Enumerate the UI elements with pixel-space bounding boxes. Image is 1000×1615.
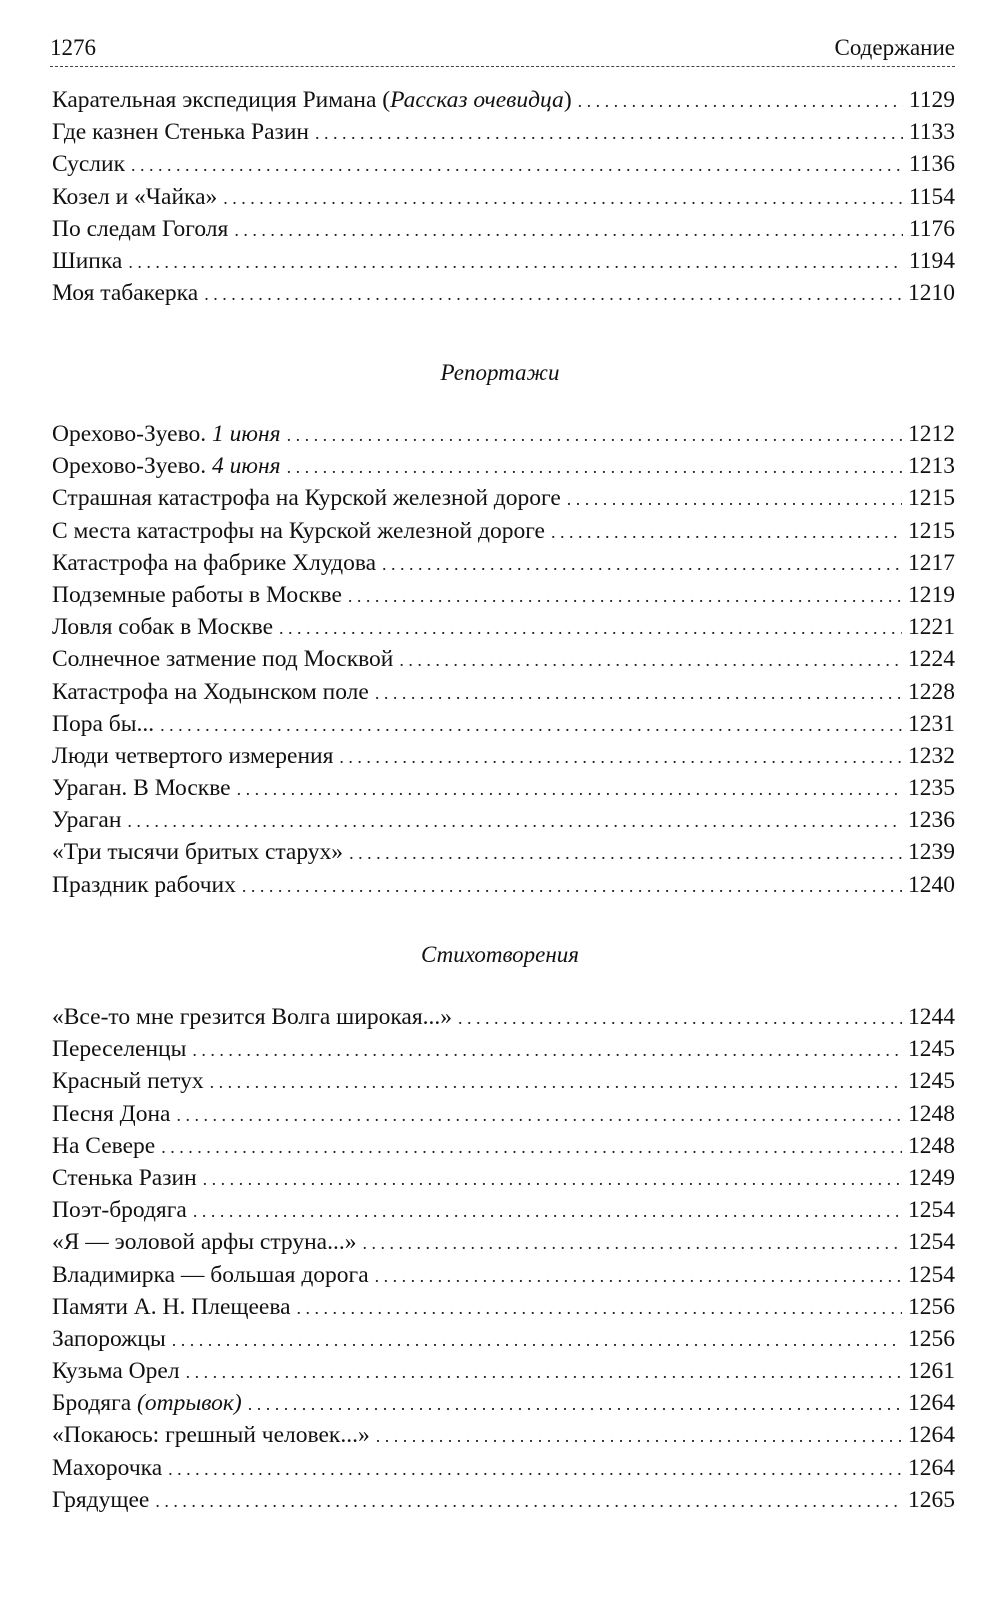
entry-title-text: Катастрофа на Ходынском поле [52, 678, 369, 705]
toc-entry-title [52, 740, 333, 772]
toc-entry-title [52, 836, 343, 868]
toc-entry-page: 1264 [908, 1454, 955, 1481]
toc-entry [52, 1065, 955, 1097]
entry-title-text: По следам Гоголя [52, 215, 229, 242]
toc-entry-title [52, 116, 309, 148]
toc-entry-title [52, 676, 369, 708]
page-header [50, 34, 955, 67]
toc-entry-title [52, 515, 545, 547]
toc-entry-page: 1239 [908, 839, 955, 866]
dot-leader [362, 1227, 902, 1259]
toc-entry-title [52, 1001, 452, 1033]
toc-entry [52, 450, 955, 482]
toc-entry-title [52, 450, 281, 482]
toc-entry-title [52, 181, 217, 213]
dot-leader [248, 1388, 902, 1420]
dot-leader [193, 1195, 902, 1227]
entry-title-text: Махорочка [52, 1454, 163, 1481]
entry-title-text: Орехово-Зуево. [52, 453, 213, 480]
toc-entry-page: 1236 [908, 807, 955, 834]
toc-entry-page: 1265 [908, 1486, 955, 1513]
toc-entry-title [52, 611, 273, 643]
toc-entry-page: 1228 [908, 678, 955, 705]
toc-entry-title [52, 1259, 369, 1291]
entry-title-text: Бродяга [52, 1390, 138, 1417]
entry-title-text: Грядущее [52, 1486, 150, 1513]
toc-entry-title [52, 804, 121, 836]
toc-entry-title [52, 772, 231, 804]
toc-entry [52, 1001, 955, 1033]
toc-entry [52, 708, 955, 740]
dot-leader [382, 548, 902, 580]
entry-title-text: Владимирка — большая дорога [52, 1261, 369, 1288]
toc-section-prose [52, 84, 955, 309]
entry-title-text: Кузьма Орел [52, 1358, 180, 1385]
toc-entry-title [52, 1162, 197, 1194]
toc-entry-page: 1194 [908, 247, 955, 274]
toc-entry [52, 277, 955, 309]
toc-entry [52, 1419, 955, 1451]
toc-entry-page: 1129 [908, 87, 955, 113]
toc-entry [52, 116, 955, 148]
dot-leader [237, 773, 902, 805]
entry-note: 4 июня [212, 453, 281, 480]
dot-leader [128, 246, 903, 278]
dot-leader [186, 1356, 902, 1388]
toc-entry-page: 1219 [908, 581, 955, 608]
toc-entry-title [52, 1452, 162, 1484]
toc-entry-title [52, 1098, 170, 1130]
dot-leader [567, 483, 902, 515]
toc-entry [52, 611, 955, 643]
dot-leader [458, 1002, 902, 1034]
page-number: 1276 [50, 35, 96, 60]
toc-entry-title [52, 1419, 370, 1451]
entry-title-text: Шипка [52, 247, 123, 274]
toc-entry-page: 1213 [908, 453, 955, 480]
dot-leader [168, 1453, 902, 1485]
toc-entry [52, 772, 955, 804]
entry-title-text: Моя табакерка [52, 280, 199, 307]
toc-entry-page: 1224 [908, 646, 955, 673]
entry-title-text: Ловля собак в Москве [52, 614, 274, 641]
entry-title-text: «Все-то мне грезится Волга широкая...» [52, 1004, 453, 1030]
dot-leader [551, 516, 902, 548]
toc-entry-title [52, 869, 236, 901]
entry-title-text: Запорожцы [52, 1325, 166, 1352]
toc-section-reportages [52, 418, 955, 901]
toc-entry-page: 1210 [908, 280, 955, 307]
toc-entry-title [52, 1387, 242, 1419]
entry-title-text: Стенька Разин [52, 1164, 197, 1191]
toc-entry [52, 181, 955, 213]
dot-leader [161, 1131, 902, 1163]
toc-entry-page: 1217 [908, 549, 955, 576]
running-title: Содержание [834, 35, 955, 60]
toc-entry [52, 1033, 955, 1065]
toc-entry [52, 148, 955, 180]
toc-entry [52, 579, 955, 611]
toc-entry [52, 418, 955, 450]
entry-suffix: ) [563, 87, 572, 113]
toc-section-poems [52, 1001, 955, 1516]
dot-leader [348, 580, 902, 612]
entry-title-text: Ураган [52, 807, 122, 834]
toc-entry-title [52, 245, 122, 277]
dot-leader [297, 1292, 902, 1324]
dot-leader [155, 1485, 902, 1517]
toc-entry-page: 1261 [908, 1358, 955, 1385]
toc-entry-title [52, 1323, 166, 1355]
toc-entry [52, 1484, 955, 1516]
section-heading-poems: Стихотворения [420, 942, 579, 967]
dot-leader [339, 741, 902, 773]
entry-title-text: Пора бы... [52, 710, 155, 737]
toc-entry [52, 1355, 955, 1387]
dot-leader [287, 419, 902, 451]
toc-entry-title [52, 1226, 356, 1258]
toc-entry-title [52, 1033, 186, 1065]
dot-leader [376, 1420, 902, 1452]
toc-entry-page: 1249 [908, 1164, 955, 1191]
toc-entry-page: 1245 [908, 1068, 955, 1095]
toc-entry [52, 1098, 955, 1130]
toc-entry [52, 1291, 955, 1323]
toc-entry [52, 1226, 955, 1258]
toc-entry-title [52, 418, 281, 450]
entry-title-text: «Покаюсь: грешный человек...» [52, 1422, 370, 1449]
toc-entry [52, 213, 955, 245]
toc-entry-page: 1212 [908, 421, 955, 447]
entry-title-text: «Три тысячи бритых старух» [52, 839, 344, 866]
toc-entry-title [52, 1194, 187, 1226]
toc-entry [52, 245, 955, 277]
entry-title-text: Памяти А. Н. Плещеева [52, 1293, 291, 1320]
toc-entry [52, 547, 955, 579]
entry-title-text: Где казнен Стенька Разин [52, 119, 309, 146]
toc-entry-page: 1245 [908, 1036, 955, 1063]
toc-entry-title [52, 1355, 180, 1387]
entry-title-text: На Севере [52, 1132, 156, 1159]
dot-leader [349, 837, 902, 869]
toc-entry [52, 482, 955, 514]
dot-leader [279, 612, 902, 644]
entry-title-text: Поэт-бродяга [52, 1197, 187, 1224]
toc-entry [52, 1387, 955, 1419]
dot-leader [315, 117, 903, 149]
dot-leader [131, 149, 903, 181]
toc-entry [52, 869, 955, 901]
toc-entry [52, 740, 955, 772]
toc-entry-page: 1244 [908, 1004, 955, 1030]
toc-entry-page: 1254 [908, 1197, 955, 1224]
toc-entry-page: 1215 [908, 517, 955, 544]
entry-title-text: Ураган. В Москве [52, 775, 231, 802]
toc-entry-title [52, 547, 376, 579]
toc-entry-title [52, 579, 342, 611]
dot-leader [204, 278, 902, 310]
toc-entry [52, 676, 955, 708]
dot-leader [234, 214, 903, 246]
section-heading-reportages: Репортажи [440, 360, 560, 385]
entry-note: 1 июня [212, 421, 281, 447]
toc-entry-title [52, 277, 198, 309]
dot-leader [223, 182, 903, 214]
toc-entry-title [52, 643, 393, 675]
toc-entry-title [52, 213, 228, 245]
dot-leader [399, 644, 902, 676]
toc-entry-page: 1248 [908, 1100, 955, 1127]
dot-leader [192, 1034, 902, 1066]
toc-entry [52, 84, 955, 116]
toc-entry-page: 1248 [908, 1132, 955, 1159]
entry-title-text: Катастрофа на фабрике Хлудова [52, 549, 377, 576]
toc-entry-title [52, 708, 154, 740]
dot-leader [375, 1260, 902, 1292]
toc-entry-title [52, 84, 572, 116]
toc-entry-page: 1240 [908, 871, 955, 898]
toc-entry-page: 1235 [908, 775, 955, 802]
toc-entry [52, 515, 955, 547]
toc-entry [52, 836, 955, 868]
entry-title-text: Солнечное затмение под Москвой [52, 646, 394, 673]
entry-title-text: Красный петух [52, 1068, 204, 1095]
toc-entry-page: 1264 [908, 1422, 955, 1449]
toc-entry-page: 1264 [908, 1390, 955, 1417]
toc-entry [52, 1452, 955, 1484]
entry-title-text: Козел и «Чайка» [52, 183, 218, 210]
toc-entry-page: 1254 [908, 1229, 955, 1256]
toc-entry-page: 1232 [908, 742, 955, 769]
dot-leader [172, 1324, 902, 1356]
dot-leader [127, 805, 902, 837]
toc-entry-page: 1254 [908, 1261, 955, 1288]
entry-title-text: Орехово-Зуево. [52, 421, 213, 447]
toc-entry-page: 1256 [908, 1293, 955, 1320]
entry-title-text: Суслик [52, 151, 125, 178]
dot-leader [242, 870, 902, 902]
toc-entry [52, 1194, 955, 1226]
dot-leader [578, 85, 903, 117]
entry-title-text: Люди четвертого измерения [52, 742, 334, 769]
toc-entry-page: 1154 [908, 183, 955, 210]
toc-entry [52, 1259, 955, 1291]
toc-entry-title [52, 482, 561, 514]
toc-entry-page: 1256 [908, 1325, 955, 1352]
toc-entry [52, 1323, 955, 1355]
toc-entry-title [52, 1291, 291, 1323]
dot-leader [287, 451, 902, 483]
entry-note: Рассказ очевидца [390, 87, 564, 113]
entry-title-text: Карательная экспедиция Римана ( [52, 87, 391, 113]
toc-entry-page: 1215 [908, 485, 955, 512]
entry-title-text: Страшная катастрофа на Курской железной дороге [52, 485, 561, 512]
toc-entry [52, 1130, 955, 1162]
entry-title-text: Подземные работы в Москве [52, 581, 342, 608]
entry-title-text: Праздник рабочих [52, 871, 236, 898]
entry-title-text: С места катастрофы на Курской железной дороге [52, 517, 545, 544]
toc-entry [52, 643, 955, 675]
entry-title-text: Песня Дона [52, 1100, 171, 1127]
toc-entry-page: 1176 [908, 215, 955, 242]
dot-leader [210, 1066, 902, 1098]
toc-entry-title [52, 1484, 149, 1516]
dot-leader [160, 709, 902, 741]
dot-leader [203, 1163, 902, 1195]
entry-title-text: Переселенцы [52, 1036, 187, 1063]
toc-entry [52, 804, 955, 836]
entry-title-text: «Я — эоловой арфы струна...» [52, 1229, 357, 1256]
entry-note: (отрывок) [137, 1390, 242, 1417]
toc-entry-page: 1231 [908, 710, 955, 737]
toc-entry-title [52, 1130, 155, 1162]
toc-entry-page: 1221 [908, 614, 955, 641]
toc-entry-title [52, 148, 125, 180]
toc-entry-page: 1133 [908, 119, 955, 146]
toc-entry [52, 1162, 955, 1194]
toc-entry-title [52, 1065, 204, 1097]
dot-leader [176, 1099, 902, 1131]
dot-leader [375, 677, 902, 709]
toc-entry-page: 1136 [908, 151, 955, 178]
